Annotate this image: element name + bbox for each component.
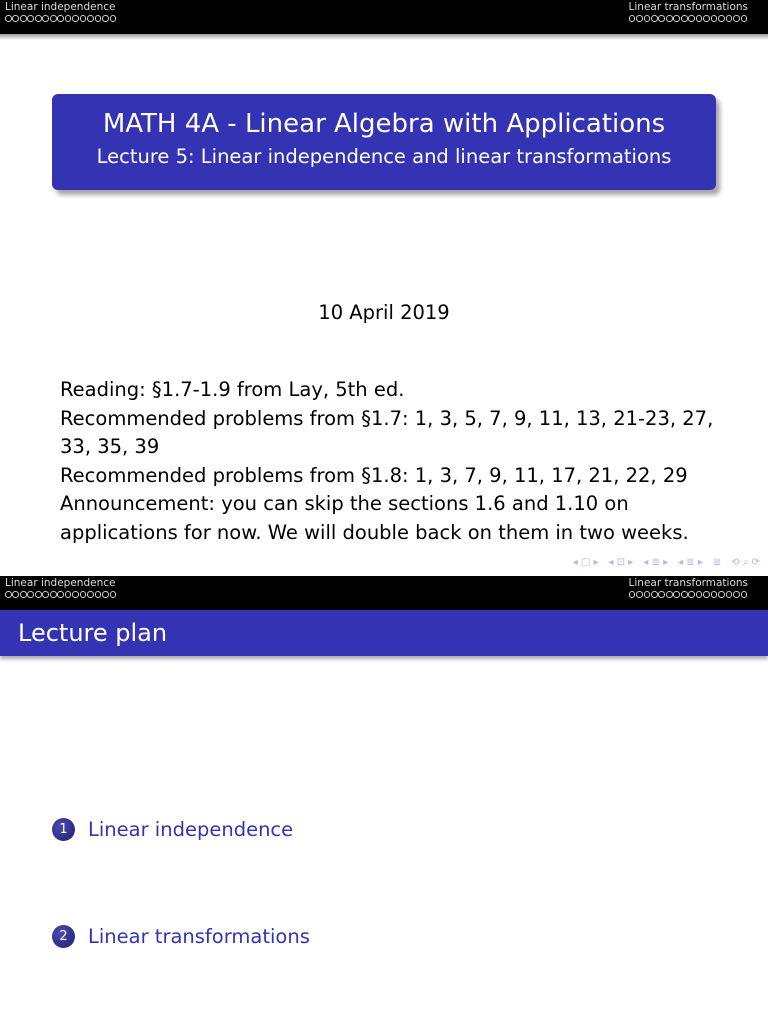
nav-frame-dot[interactable] bbox=[741, 15, 748, 22]
presentation-title: MATH 4A - Linear Algebra with Applications bbox=[102, 109, 666, 139]
problems-1-8-line: Recommended problems from §1.8: 1, 3, 7, 9, 11, 17, 21, 22, 29 bbox=[60, 463, 688, 487]
nav-frame-dot[interactable] bbox=[733, 15, 740, 22]
nav-frame-dot[interactable] bbox=[681, 591, 688, 598]
nav-frame-dot[interactable] bbox=[95, 15, 102, 22]
nav-frame-dot[interactable] bbox=[65, 591, 72, 598]
nav-frame-dot[interactable] bbox=[27, 591, 34, 598]
nav-frame-dot[interactable] bbox=[12, 591, 19, 598]
nav-frame-dot[interactable] bbox=[636, 15, 643, 22]
nav-section-linear-independence[interactable]: Linear independence bbox=[5, 1, 116, 13]
nav-frame-dot[interactable] bbox=[733, 591, 740, 598]
nav-frame-dot[interactable] bbox=[741, 591, 748, 598]
nav-frame-dot[interactable] bbox=[20, 591, 27, 598]
presentation-subtitle: Lecture 5: Linear independence and linear transformations bbox=[96, 145, 672, 168]
nav-frame-dot[interactable] bbox=[72, 15, 79, 22]
nav-frame-dot[interactable] bbox=[87, 15, 94, 22]
nav-frame-dot[interactable] bbox=[703, 591, 710, 598]
nav-frame-dot[interactable] bbox=[711, 591, 718, 598]
nav-dots-right[interactable] bbox=[629, 15, 748, 22]
nav-frame-dot[interactable] bbox=[20, 15, 27, 22]
document-nav-icon[interactable]: ≣ bbox=[712, 557, 722, 568]
subsection-nav-icon[interactable]: ◂ ≣ ▸ bbox=[643, 557, 669, 568]
beamer-nav-symbols bbox=[573, 556, 760, 570]
nav-frame-dot[interactable] bbox=[651, 15, 658, 22]
nav-frame-dot[interactable] bbox=[5, 15, 12, 22]
nav-frame-dot[interactable] bbox=[42, 15, 49, 22]
section-nav-icon[interactable]: ◂ ≣ ▸ bbox=[678, 557, 703, 568]
nav-frame-dot[interactable] bbox=[35, 591, 42, 598]
nav-frame-dot[interactable] bbox=[110, 591, 117, 598]
announcement-line: Announcement: you can skip the sections 1.6 and 1.10 on applications for now. We will double back on them in two weeks. bbox=[60, 492, 689, 544]
nav-frame-dot[interactable] bbox=[629, 15, 636, 22]
presentation-date: 10 April 2019 bbox=[318, 301, 450, 324]
nav-frame-dot[interactable] bbox=[110, 15, 117, 22]
nav-frame-dot[interactable] bbox=[696, 15, 703, 22]
outline-number-badge: 2 bbox=[52, 925, 75, 948]
nav-frame-dot[interactable] bbox=[718, 15, 725, 22]
slide-nav-icon[interactable]: ◂ □ ▸ bbox=[572, 557, 599, 568]
nav-frame-dot[interactable] bbox=[673, 591, 680, 598]
reading-line: Reading: §1.7-1.9 from Lay, 5th ed. bbox=[60, 378, 405, 401]
nav-section-linear-transformations[interactable]: Linear transformations bbox=[628, 577, 748, 589]
nav-frame-dot[interactable] bbox=[629, 591, 636, 598]
outline-number-badge: 1 bbox=[52, 818, 75, 841]
nav-frame-dot[interactable] bbox=[80, 591, 87, 598]
outline-item-1[interactable] bbox=[52, 818, 293, 841]
nav-frame-dot[interactable] bbox=[72, 591, 79, 598]
nav-frame-dot[interactable] bbox=[57, 591, 64, 598]
nav-frame-dot[interactable] bbox=[658, 591, 665, 598]
frame-title: Lecture plan bbox=[0, 610, 768, 656]
title-box bbox=[52, 94, 716, 190]
nav-frame-dot[interactable] bbox=[65, 15, 72, 22]
nav-frame-dot[interactable] bbox=[35, 15, 42, 22]
nav-section-linear-transformations[interactable]: Linear transformations bbox=[628, 1, 748, 13]
outline-link-linear-independence[interactable]: Linear independence bbox=[88, 818, 294, 841]
nav-frame-dot[interactable] bbox=[718, 591, 725, 598]
nav-frame-dot[interactable] bbox=[57, 15, 64, 22]
nav-frame-dot[interactable] bbox=[80, 15, 87, 22]
nav-frame-dot[interactable] bbox=[42, 591, 49, 598]
nav-frame-dot[interactable] bbox=[673, 15, 680, 22]
problems-1-7-line: Recommended problems from §1.7: 1, 3, 5, 7, 9, 11, 13, 21-23, 27, 33, 35, 39 bbox=[60, 406, 714, 458]
nav-header bbox=[0, 576, 768, 610]
nav-frame-dot[interactable] bbox=[666, 591, 673, 598]
lecture-plan-slide bbox=[0, 576, 768, 1024]
reading-notes bbox=[60, 376, 720, 547]
nav-dots-right[interactable] bbox=[629, 591, 748, 598]
nav-frame-dot[interactable] bbox=[644, 15, 651, 22]
nav-frame-dot[interactable] bbox=[87, 591, 94, 598]
nav-header bbox=[0, 0, 768, 34]
outline-item-2[interactable] bbox=[52, 925, 310, 948]
nav-frame-dot[interactable] bbox=[681, 15, 688, 22]
nav-section-linear-independence[interactable]: Linear independence bbox=[5, 577, 116, 589]
search-nav-icon[interactable]: ⟲ ⌕ ⟳ bbox=[731, 557, 760, 568]
nav-frame-dot[interactable] bbox=[95, 591, 102, 598]
nav-frame-dot[interactable] bbox=[696, 591, 703, 598]
nav-dots-left[interactable] bbox=[5, 591, 116, 598]
nav-frame-dot[interactable] bbox=[688, 591, 695, 598]
nav-frame-dot[interactable] bbox=[644, 591, 651, 598]
nav-frame-dot[interactable] bbox=[726, 591, 733, 598]
nav-frame-dot[interactable] bbox=[666, 15, 673, 22]
nav-dots-left[interactable] bbox=[5, 15, 116, 22]
nav-frame-dot[interactable] bbox=[50, 591, 57, 598]
nav-frame-dot[interactable] bbox=[27, 15, 34, 22]
nav-frame-dot[interactable] bbox=[5, 591, 12, 598]
nav-frame-dot[interactable] bbox=[102, 591, 109, 598]
nav-frame-dot[interactable] bbox=[711, 15, 718, 22]
nav-frame-dot[interactable] bbox=[102, 15, 109, 22]
nav-frame-dot[interactable] bbox=[658, 15, 665, 22]
nav-frame-dot[interactable] bbox=[726, 15, 733, 22]
nav-frame-dot[interactable] bbox=[651, 591, 658, 598]
nav-frame-dot[interactable] bbox=[50, 15, 57, 22]
nav-frame-dot[interactable] bbox=[636, 591, 643, 598]
outline-link-linear-transformations[interactable]: Linear transformations bbox=[88, 925, 310, 948]
frame-nav-icon[interactable]: ◂ ⊡ ▸ bbox=[608, 557, 634, 568]
nav-frame-dot[interactable] bbox=[12, 15, 19, 22]
nav-frame-dot[interactable] bbox=[703, 15, 710, 22]
nav-frame-dot[interactable] bbox=[688, 15, 695, 22]
